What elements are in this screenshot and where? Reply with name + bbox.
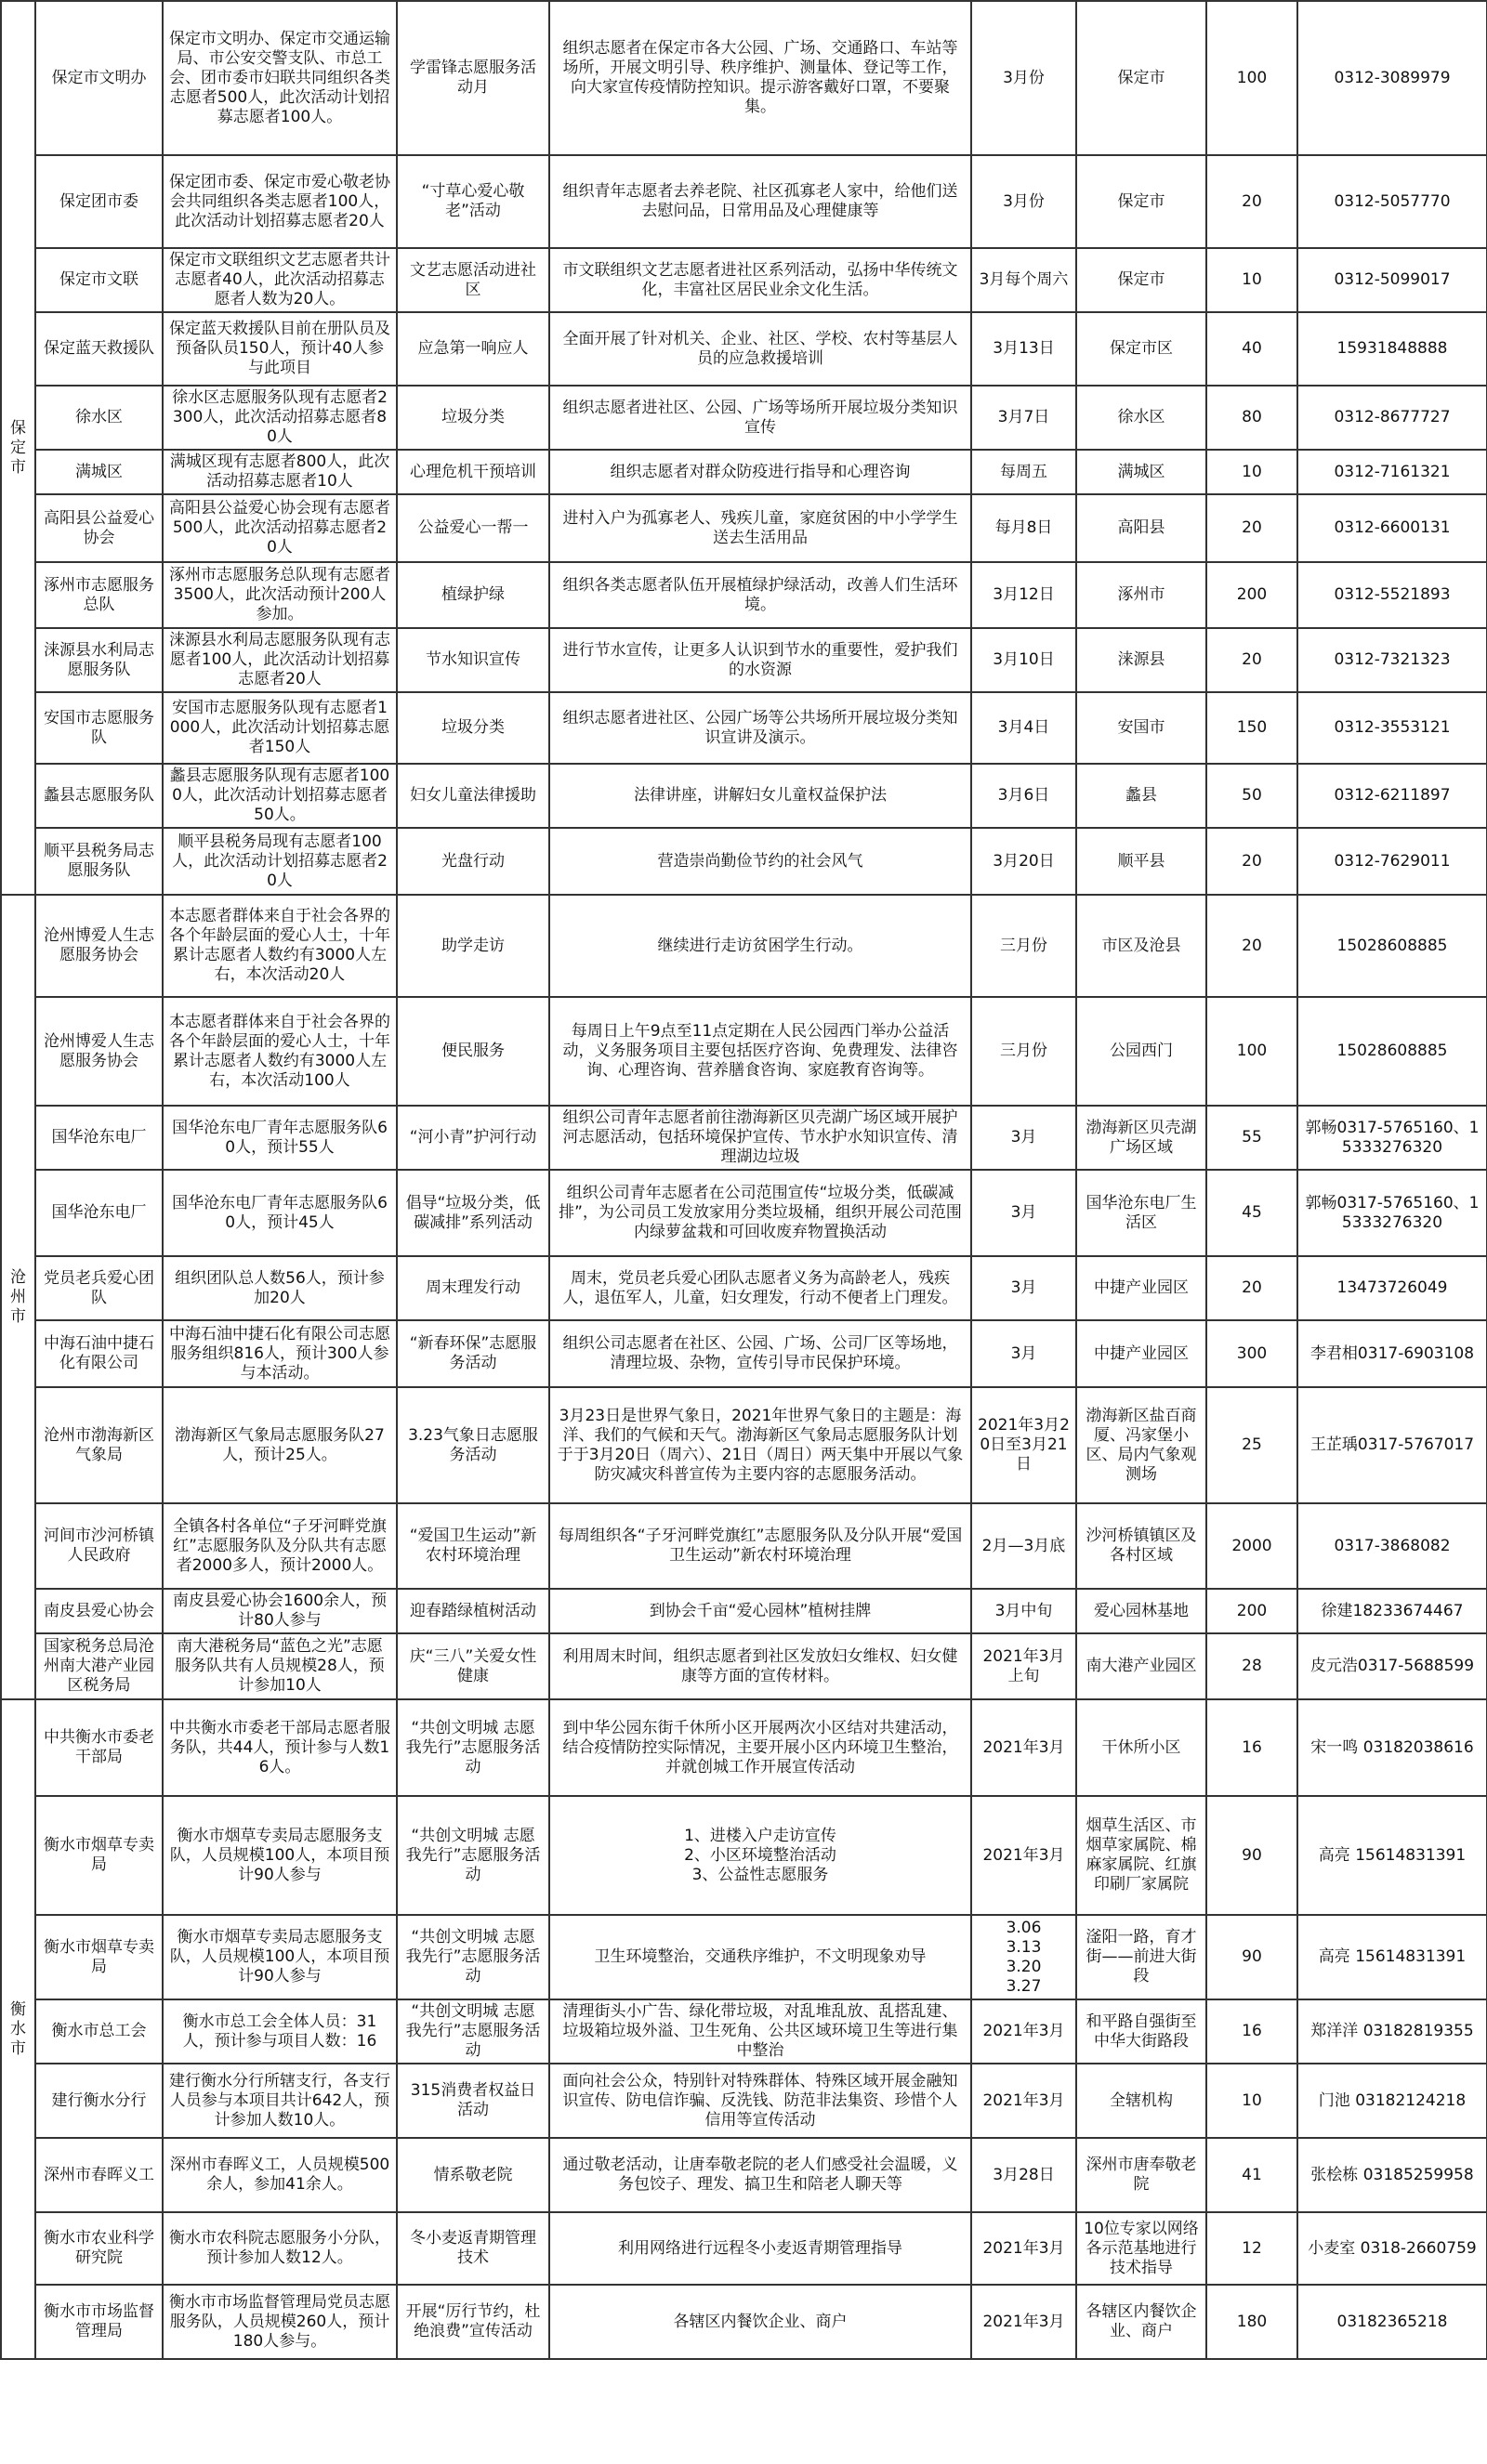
scale-cell: 全镇各村各单位“子牙河畔党旗红”志愿服务队及分队共有志愿者2000多人，预计2000人。 — [163, 1503, 397, 1589]
activity-cell: 开展“厉行节约，杜绝浪费”宣传活动 — [397, 2285, 549, 2359]
table-row — [1, 1999, 1487, 2064]
count-cell: 20 — [1206, 1256, 1297, 1320]
table-row — [1, 155, 1487, 248]
activity-cell: 节水知识宣传 — [397, 628, 549, 692]
desc-cell: 3月23日是世界气象日，2021年世界气象日的主题是：海洋、我们的气候和天气。渤海新区气象局志愿服务队计划于于3月20日（周六）、21日（周日）两天集中开展以气象防灾减灾科普宣传为主要内容的志愿服务活动。 — [549, 1387, 971, 1503]
org-cell: 国华沧东电厂 — [35, 1106, 163, 1170]
desc-cell: 营造崇尚勤俭节约的社会风气 — [549, 828, 971, 895]
time-cell: 2021年3月 — [971, 2212, 1076, 2285]
time-cell: 3.06 3.13 3.20 3.27 — [971, 1915, 1076, 1999]
contact-cell: 郑洋洋 03182819355 — [1297, 1999, 1487, 2064]
place-cell: 滏阳一路，育才街——前进大街段 — [1076, 1915, 1206, 1999]
desc-cell: 每周日上午9点至11点定期在人民公园西门举办公益活动，义务服务项目主要包括医疗咨询、免费理发、法律咨询、心理咨询、营养膳食咨询、家庭教育咨询等。 — [549, 997, 971, 1106]
scale-cell: 组织团队总人数56人，预计参加20人 — [163, 1256, 397, 1320]
contact-cell: 0312-3089979 — [1297, 1, 1487, 155]
scale-cell: 南皮县爱心协会1600余人，预计80人参与 — [163, 1589, 397, 1633]
count-cell: 40 — [1206, 312, 1297, 386]
time-cell: 3月13日 — [971, 312, 1076, 386]
scale-cell: 顺平县税务局现有志愿者100人，此次活动计划招募志愿者20人 — [163, 828, 397, 895]
time-cell: 2021年3月上旬 — [971, 1633, 1076, 1699]
table-row — [1, 2064, 1487, 2138]
org-cell: 徐水区 — [35, 386, 163, 450]
time-cell: 3月 — [971, 1170, 1076, 1256]
scale-cell: 建行衡水分行所辖支行，各支行人员参与本项目共计642人，预计参加人数10人。 — [163, 2064, 397, 2138]
count-cell: 45 — [1206, 1170, 1297, 1256]
org-cell: 蠡县志愿服务队 — [35, 764, 163, 828]
org-cell: 国华沧东电厂 — [35, 1170, 163, 1256]
table-row — [1, 1796, 1487, 1915]
activity-cell: 3.23气象日志愿服务活动 — [397, 1387, 549, 1503]
time-cell: 3月7日 — [971, 386, 1076, 450]
contact-cell: 郭畅0317-5765160、15333276320 — [1297, 1170, 1487, 1256]
desc-cell: 全面开展了针对机关、企业、社区、学校、农村等基层人员的应急救援培训 — [549, 312, 971, 386]
time-cell: 3月10日 — [971, 628, 1076, 692]
scale-cell: 国华沧东电厂青年志愿服务队60人，预计45人 — [163, 1170, 397, 1256]
desc-cell: 组织志愿者在保定市各大公园、广场、交通路口、车站等场所，开展文明引导、秩序维护、测量体、登记等工作，向大家宣传疫情防控知识。提示游客戴好口罩，不要聚集。 — [549, 1, 971, 155]
desc-cell: 组织青年志愿者去养老院、社区孤寡老人家中，给他们送去慰问品，日常用品及心理健康等 — [549, 155, 971, 248]
org-cell: 保定市文明办 — [35, 1, 163, 155]
scale-cell: 涞源县水利局志愿服务队现有志愿者100人，此次活动计划招募志愿者20人 — [163, 628, 397, 692]
activity-cell: 倡导“垃圾分类，低碳减排”系列活动 — [397, 1170, 549, 1256]
org-cell: 国家税务总局沧州南大港产业园区税务局 — [35, 1633, 163, 1699]
place-cell: 顺平县 — [1076, 828, 1206, 895]
table-row — [1, 692, 1487, 764]
place-cell: 蠡县 — [1076, 764, 1206, 828]
time-cell: 2021年3月 — [971, 1796, 1076, 1915]
table-row — [1, 1106, 1487, 1170]
desc-cell: 组织志愿者进社区、公园、广场等场所开展垃圾分类知识宣传 — [549, 386, 971, 450]
count-cell: 12 — [1206, 2212, 1297, 2285]
time-cell: 3月 — [971, 1320, 1076, 1387]
scale-cell: 保定团市委、保定市爱心敬老协会共同组织各类志愿者100人，此次活动计划招募志愿者20人 — [163, 155, 397, 248]
desc-cell: 卫生环境整治，交通秩序维护，不文明现象劝导 — [549, 1915, 971, 1999]
count-cell: 20 — [1206, 828, 1297, 895]
org-cell: 衡水市烟草专卖局 — [35, 1915, 163, 1999]
org-cell: 安国市志愿服务队 — [35, 692, 163, 764]
activity-cell: 便民服务 — [397, 997, 549, 1106]
count-cell: 28 — [1206, 1633, 1297, 1699]
count-cell: 20 — [1206, 494, 1297, 562]
count-cell: 20 — [1206, 628, 1297, 692]
table-row — [1, 1503, 1487, 1589]
place-cell: 南大港产业园区 — [1076, 1633, 1206, 1699]
table-row — [1, 764, 1487, 828]
contact-cell: 宋一鸣 03182038616 — [1297, 1699, 1487, 1796]
activity-cell: 心理危机干预培训 — [397, 450, 549, 494]
activity-cell: “共创文明城 志愿我先行”志愿服务活动 — [397, 1796, 549, 1915]
time-cell: 每周五 — [971, 450, 1076, 494]
table-row — [1, 248, 1487, 312]
count-cell: 200 — [1206, 1589, 1297, 1633]
scale-cell: 保定市文联组织文艺志愿者共计志愿者40人，此次活动招募志愿者人数为20人。 — [163, 248, 397, 312]
desc-cell: 到中华公园东街千休所小区开展两次小区结对共建活动，结合疫情防控实际情况，主要开展小区内环境卫生整治，并就创城工作开展宣传活动 — [549, 1699, 971, 1796]
scale-cell: 满城区现有志愿者800人，此次活动招募志愿者10人 — [163, 450, 397, 494]
place-cell: 各辖区内餐饮企业、商户 — [1076, 2285, 1206, 2359]
contact-cell: 0312-5099017 — [1297, 248, 1487, 312]
table-row — [1, 494, 1487, 562]
time-cell: 2月—3月底 — [971, 1503, 1076, 1589]
time-cell: 3月每个周六 — [971, 248, 1076, 312]
scale-cell: 南大港税务局“蓝色之光”志愿服务队共有人员规模28人，预计参加10人 — [163, 1633, 397, 1699]
count-cell: 10 — [1206, 2064, 1297, 2138]
desc-cell: 组织公司青年志愿者前往渤海新区贝壳湖广场区域开展护河志愿活动，包括环境保护宣传、节水护水知识宣传、清理湖边垃圾 — [549, 1106, 971, 1170]
place-cell: 安国市 — [1076, 692, 1206, 764]
count-cell: 90 — [1206, 1796, 1297, 1915]
table-row — [1, 1387, 1487, 1503]
scale-cell: 中共衡水市委老干部局志愿者服务队，共44人，预计参与人数16人。 — [163, 1699, 397, 1796]
city-cell: 衡水市 — [1, 1699, 35, 2359]
time-cell: 3月 — [971, 1256, 1076, 1320]
org-cell: 衡水市农业科学研究院 — [35, 2212, 163, 2285]
scale-cell: 衡水市烟草专卖局志愿服务支队，人员规模100人，本项目预计90人参与 — [163, 1915, 397, 1999]
time-cell: 2021年3月 — [971, 2064, 1076, 2138]
count-cell: 20 — [1206, 895, 1297, 997]
org-cell: 涿州市志愿服务总队 — [35, 562, 163, 628]
desc-cell: 每周组织各“子牙河畔党旗红”志愿服务队及分队开展“爱国卫生运动”新农村环境治理 — [549, 1503, 971, 1589]
activity-cell: “共创文明城 志愿我先行”志愿服务活动 — [397, 1999, 549, 2064]
org-cell: 衡水市总工会 — [35, 1999, 163, 2064]
scale-cell: 蠡县志愿服务队现有志愿者1000人，此次活动计划招募志愿者50人。 — [163, 764, 397, 828]
place-cell: 满城区 — [1076, 450, 1206, 494]
time-cell: 2021年3月 — [971, 1699, 1076, 1796]
activity-cell: 植绿护绿 — [397, 562, 549, 628]
scale-cell: 本志愿者群体来自于社会各界的各个年龄层面的爱心人士，十年累计志愿者人数约有3000人左右，本次活动20人 — [163, 895, 397, 997]
table-row — [1, 2285, 1487, 2359]
table-row — [1, 997, 1487, 1106]
contact-cell: 03182365218 — [1297, 2285, 1487, 2359]
time-cell: 2021年3月 — [971, 2285, 1076, 2359]
activity-cell: 冬小麦返青期管理技术 — [397, 2212, 549, 2285]
activity-cell: 文艺志愿活动进社区 — [397, 248, 549, 312]
org-cell: 保定团市委 — [35, 155, 163, 248]
city-cell: 保定市 — [1, 1, 35, 895]
scale-cell: 徐水区志愿服务队现有志愿者2300人，此次活动招募志愿者80人 — [163, 386, 397, 450]
desc-cell: 组织公司志愿者在社区、公园、广场、公司厂区等场地，清理垃圾、杂物，宣传引导市民保护环境。 — [549, 1320, 971, 1387]
scale-cell: 衡水市市场监督管理局党员志愿服务队，人员规模260人，预计180人参与。 — [163, 2285, 397, 2359]
table-row — [1, 628, 1487, 692]
org-cell: 涞源县水利局志愿服务队 — [35, 628, 163, 692]
contact-cell: 高亮 15614831391 — [1297, 1915, 1487, 1999]
contact-cell: 0312-8677727 — [1297, 386, 1487, 450]
table-row — [1, 450, 1487, 494]
contact-cell: 0312-7161321 — [1297, 450, 1487, 494]
place-cell: 涿州市 — [1076, 562, 1206, 628]
contact-cell: 15028608885 — [1297, 895, 1487, 997]
count-cell: 10 — [1206, 450, 1297, 494]
scale-cell: 渤海新区气象局志愿服务队27人，预计25人。 — [163, 1387, 397, 1503]
time-cell: 3月 — [971, 1106, 1076, 1170]
city-cell: 沧州市 — [1, 895, 35, 1699]
desc-cell: 面向社会公众，特别针对特殊群体、特殊区域开展金融知识宣传、防电信诈骗、反洗钱、防范非法集资、珍惜个人信用等宣传活动 — [549, 2064, 971, 2138]
time-cell: 3月12日 — [971, 562, 1076, 628]
desc-cell: 组织志愿者进社区、公园广场等公共场所开展垃圾分类知识宣讲及演示。 — [549, 692, 971, 764]
count-cell: 150 — [1206, 692, 1297, 764]
org-cell: 保定蓝天救援队 — [35, 312, 163, 386]
scale-cell: 衡水市农科院志愿服务小分队，预计参加人数12人。 — [163, 2212, 397, 2285]
place-cell: 徐水区 — [1076, 386, 1206, 450]
place-cell: 全辖机构 — [1076, 2064, 1206, 2138]
contact-cell: 0312-5521893 — [1297, 562, 1487, 628]
desc-cell: 利用周末时间，组织志愿者到社区发放妇女维权、妇女健康等方面的宣传材料。 — [549, 1633, 971, 1699]
activity-cell: 垃圾分类 — [397, 692, 549, 764]
table-row — [1, 562, 1487, 628]
desc-cell: 组织志愿者对群众防疫进行指导和心理咨询 — [549, 450, 971, 494]
time-cell: 3月份 — [971, 155, 1076, 248]
count-cell: 200 — [1206, 562, 1297, 628]
scale-cell: 中海石油中捷石化有限公司志愿服务组织816人，预计300人参与本活动。 — [163, 1320, 397, 1387]
count-cell: 41 — [1206, 2138, 1297, 2212]
time-cell: 2021年3月20日至3月21日 — [971, 1387, 1076, 1503]
desc-cell: 周末，党员老兵爱心团队志愿者义务为高龄老人，残疾人，退伍军人，儿童，妇女理发，行动不便者上门理发。 — [549, 1256, 971, 1320]
org-cell: 南皮县爱心协会 — [35, 1589, 163, 1633]
time-cell: 3月6日 — [971, 764, 1076, 828]
activity-cell: 垃圾分类 — [397, 386, 549, 450]
table-row — [1, 828, 1487, 895]
count-cell: 50 — [1206, 764, 1297, 828]
org-cell: 衡水市市场监督管理局 — [35, 2285, 163, 2359]
count-cell: 16 — [1206, 1699, 1297, 1796]
desc-cell: 各辖区内餐饮企业、商户 — [549, 2285, 971, 2359]
table-row — [1, 2138, 1487, 2212]
place-cell: 和平路自强街至中华大街路段 — [1076, 1999, 1206, 2064]
table-row — [1, 1915, 1487, 1999]
activity-cell: 妇女儿童法律援助 — [397, 764, 549, 828]
activity-cell: 光盘行动 — [397, 828, 549, 895]
place-cell: 爱心园林基地 — [1076, 1589, 1206, 1633]
activity-cell: 应急第一响应人 — [397, 312, 549, 386]
time-cell: 3月中旬 — [971, 1589, 1076, 1633]
org-cell: 党员老兵爱心团队 — [35, 1256, 163, 1320]
time-cell: 3月20日 — [971, 828, 1076, 895]
count-cell: 55 — [1206, 1106, 1297, 1170]
table-row — [1, 1170, 1487, 1256]
place-cell: 市区及沧县 — [1076, 895, 1206, 997]
count-cell: 10 — [1206, 248, 1297, 312]
desc-cell: 清理街头小广告、绿化带垃圾，对乱堆乱放、乱搭乱建、垃圾箱垃圾外溢、卫生死角、公共区域环境卫生等进行集中整治 — [549, 1999, 971, 2064]
contact-cell: 0312-6600131 — [1297, 494, 1487, 562]
desc-cell: 组织公司青年志愿者在公司范围宣传“垃圾分类，低碳减排”，为公司员工发放家用分类垃圾桶，组织开展公司范围内绿萝盆栽和可回收废弃物置换活动 — [549, 1170, 971, 1256]
place-cell: 10位专家以网络各示范基地进行技术指导 — [1076, 2212, 1206, 2285]
desc-cell: 1、进楼入户走访宣传 2、小区环境整治活动 3、公益性志愿服务 — [549, 1796, 971, 1915]
time-cell: 3月4日 — [971, 692, 1076, 764]
count-cell: 180 — [1206, 2285, 1297, 2359]
count-cell: 2000 — [1206, 1503, 1297, 1589]
place-cell: 高阳县 — [1076, 494, 1206, 562]
contact-cell: 皮元浩0317-5688599 — [1297, 1633, 1487, 1699]
time-cell: 每月8日 — [971, 494, 1076, 562]
contact-cell: 0312-7629011 — [1297, 828, 1487, 895]
desc-cell: 继续进行走访贫困学生行动。 — [549, 895, 971, 997]
table-row — [1, 1256, 1487, 1320]
org-cell: 保定市文联 — [35, 248, 163, 312]
desc-cell: 到协会千亩“爱心园林”植树挂牌 — [549, 1589, 971, 1633]
place-cell: 中捷产业园区 — [1076, 1320, 1206, 1387]
place-cell: 渤海新区盐百商厦、冯家堡小区、局内气象观测场 — [1076, 1387, 1206, 1503]
org-cell: 沧州博爱人生志愿服务协会 — [35, 997, 163, 1106]
place-cell: 保定市 — [1076, 248, 1206, 312]
scale-cell: 衡水市总工会全体人员：31人，预计参与项目人数：16 — [163, 1999, 397, 2064]
table-row — [1, 312, 1487, 386]
scale-cell: 本志愿者群体来自于社会各界的各个年龄层面的爱心人士，十年累计志愿者人数约有3000人左右，本次活动100人 — [163, 997, 397, 1106]
activity-cell: 公益爱心一帮一 — [397, 494, 549, 562]
desc-cell: 通过敬老活动，让唐奉敬老院的老人们感受社会温暖，义务包饺子、理发、搞卫生和陪老人聊天等 — [549, 2138, 971, 2212]
org-cell: 沧州博爱人生志愿服务协会 — [35, 895, 163, 997]
contact-cell: 门池 03182124218 — [1297, 2064, 1487, 2138]
place-cell: 中捷产业园区 — [1076, 1256, 1206, 1320]
place-cell: 保定市区 — [1076, 312, 1206, 386]
org-cell: 沧州市渤海新区气象局 — [35, 1387, 163, 1503]
place-cell: 渤海新区贝壳湖广场区域 — [1076, 1106, 1206, 1170]
desc-cell: 进行节水宣传，让更多人认识到节水的重要性，爱护我们的水资源 — [549, 628, 971, 692]
table-row — [1, 386, 1487, 450]
scale-cell: 安国市志愿服务队现有志愿者1000人，此次活动计划招募志愿者150人 — [163, 692, 397, 764]
org-cell: 衡水市烟草专卖局 — [35, 1796, 163, 1915]
contact-cell: 高亮 15614831391 — [1297, 1796, 1487, 1915]
scale-cell: 高阳县公益爱心协会现有志愿者500人，此次活动招募志愿者20人 — [163, 494, 397, 562]
table-row — [1, 1699, 1487, 1796]
place-cell: 沙河桥镇镇区及各村区域 — [1076, 1503, 1206, 1589]
activity-cell: 315消费者权益日活动 — [397, 2064, 549, 2138]
org-cell: 高阳县公益爱心协会 — [35, 494, 163, 562]
activity-cell: “共创文明城 志愿我先行”志愿服务活动 — [397, 1699, 549, 1796]
contact-cell: 15028608885 — [1297, 997, 1487, 1106]
place-cell: 干休所小区 — [1076, 1699, 1206, 1796]
org-cell: 顺平县税务局志愿服务队 — [35, 828, 163, 895]
activity-cell: 学雷锋志愿服务活动月 — [397, 1, 549, 155]
contact-cell: 0317-3868082 — [1297, 1503, 1487, 1589]
contact-cell: 李君相0317-6903108 — [1297, 1320, 1487, 1387]
scale-cell: 国华沧东电厂青年志愿服务队60人，预计55人 — [163, 1106, 397, 1170]
contact-cell: 0312-7321323 — [1297, 628, 1487, 692]
count-cell: 300 — [1206, 1320, 1297, 1387]
contact-cell: 0312-6211897 — [1297, 764, 1487, 828]
count-cell: 20 — [1206, 155, 1297, 248]
contact-cell: 0312-5057770 — [1297, 155, 1487, 248]
scale-cell: 保定市文明办、保定市交通运输局、市公安交警支队、市总工会、团市委市妇联共同组织各类志愿者500人，此次活动计划招募志愿者100人。 — [163, 1, 397, 155]
count-cell: 25 — [1206, 1387, 1297, 1503]
time-cell: 2021年3月 — [971, 1999, 1076, 2064]
table-row — [1, 1589, 1487, 1633]
org-cell: 建行衡水分行 — [35, 2064, 163, 2138]
activity-cell: “共创文明城 志愿我先行”志愿服务活动 — [397, 1915, 549, 1999]
activity-cell: 情系敬老院 — [397, 2138, 549, 2212]
time-cell: 三月份 — [971, 997, 1076, 1106]
count-cell: 90 — [1206, 1915, 1297, 1999]
table-row — [1, 1633, 1487, 1699]
table-row — [1, 1320, 1487, 1387]
desc-cell: 进村入户为孤寡老人、残疾儿童，家庭贫困的中小学学生送去生活用品 — [549, 494, 971, 562]
contact-cell: 13473726049 — [1297, 1256, 1487, 1320]
place-cell: 公园西门 — [1076, 997, 1206, 1106]
table-row — [1, 2212, 1487, 2285]
time-cell: 3月28日 — [971, 2138, 1076, 2212]
place-cell: 烟草生活区、市烟草家属院、棉麻家属院、红旗印刷厂家属院 — [1076, 1796, 1206, 1915]
desc-cell: 组织各类志愿者队伍开展植绿护绿活动，改善人们生活环境。 — [549, 562, 971, 628]
activity-cell: 助学走访 — [397, 895, 549, 997]
place-cell: 保定市 — [1076, 155, 1206, 248]
org-cell: 满城区 — [35, 450, 163, 494]
time-cell: 三月份 — [971, 895, 1076, 997]
desc-cell: 市文联组织文艺志愿者进社区系列活动，弘扬中华传统文化，丰富社区居民业余文化生活。 — [549, 248, 971, 312]
scale-cell: 深州市春晖义工，人员规模500余人，参加41余人。 — [163, 2138, 397, 2212]
activity-cell: 庆“三八”关爱女性健康 — [397, 1633, 549, 1699]
table-row — [1, 895, 1487, 997]
place-cell: 涞源县 — [1076, 628, 1206, 692]
org-cell: 中共衡水市委老干部局 — [35, 1699, 163, 1796]
contact-cell: 王芷瑀0317-5767017 — [1297, 1387, 1487, 1503]
contact-cell: 小麦室 0318-2660759 — [1297, 2212, 1487, 2285]
count-cell: 100 — [1206, 1, 1297, 155]
desc-cell: 利用网络进行远程冬小麦返青期管理指导 — [549, 2212, 971, 2285]
scale-cell: 涿州市志愿服务总队现有志愿者3500人，此次活动预计200人参加。 — [163, 562, 397, 628]
place-cell: 国华沧东电厂生活区 — [1076, 1170, 1206, 1256]
activity-cell: “新春环保”志愿服务活动 — [397, 1320, 549, 1387]
scale-cell: 保定蓝天救援队目前在册队员及预备队员150人，预计40人参与此项目 — [163, 312, 397, 386]
table-row — [1, 1, 1487, 155]
activity-cell: “寸草心爱心敬老”活动 — [397, 155, 549, 248]
count-cell: 80 — [1206, 386, 1297, 450]
activity-cell: “河小青”护河行动 — [397, 1106, 549, 1170]
place-cell: 深州市唐奉敬老院 — [1076, 2138, 1206, 2212]
contact-cell: 郭畅0317-5765160、15333276320 — [1297, 1106, 1487, 1170]
time-cell: 3月份 — [971, 1, 1076, 155]
contact-cell: 徐建18233674467 — [1297, 1589, 1487, 1633]
contact-cell: 张桧栋 03185259958 — [1297, 2138, 1487, 2212]
org-cell: 深州市春晖义工 — [35, 2138, 163, 2212]
contact-cell: 15931848888 — [1297, 312, 1487, 386]
contact-cell: 0312-3553121 — [1297, 692, 1487, 764]
activity-cell: 迎春踏绿植树活动 — [397, 1589, 549, 1633]
count-cell: 16 — [1206, 1999, 1297, 2064]
org-cell: 中海石油中捷石化有限公司 — [35, 1320, 163, 1387]
count-cell: 100 — [1206, 997, 1297, 1106]
place-cell: 保定市 — [1076, 1, 1206, 155]
desc-cell: 法律讲座，讲解妇女儿童权益保护法 — [549, 764, 971, 828]
activity-cell: “爱国卫生运动”新农村环境治理 — [397, 1503, 549, 1589]
scale-cell: 衡水市烟草专卖局志愿服务支队，人员规模100人，本项目预计90人参与 — [163, 1796, 397, 1915]
org-cell: 河间市沙河桥镇人民政府 — [35, 1503, 163, 1589]
activity-cell: 周末理发行动 — [397, 1256, 549, 1320]
